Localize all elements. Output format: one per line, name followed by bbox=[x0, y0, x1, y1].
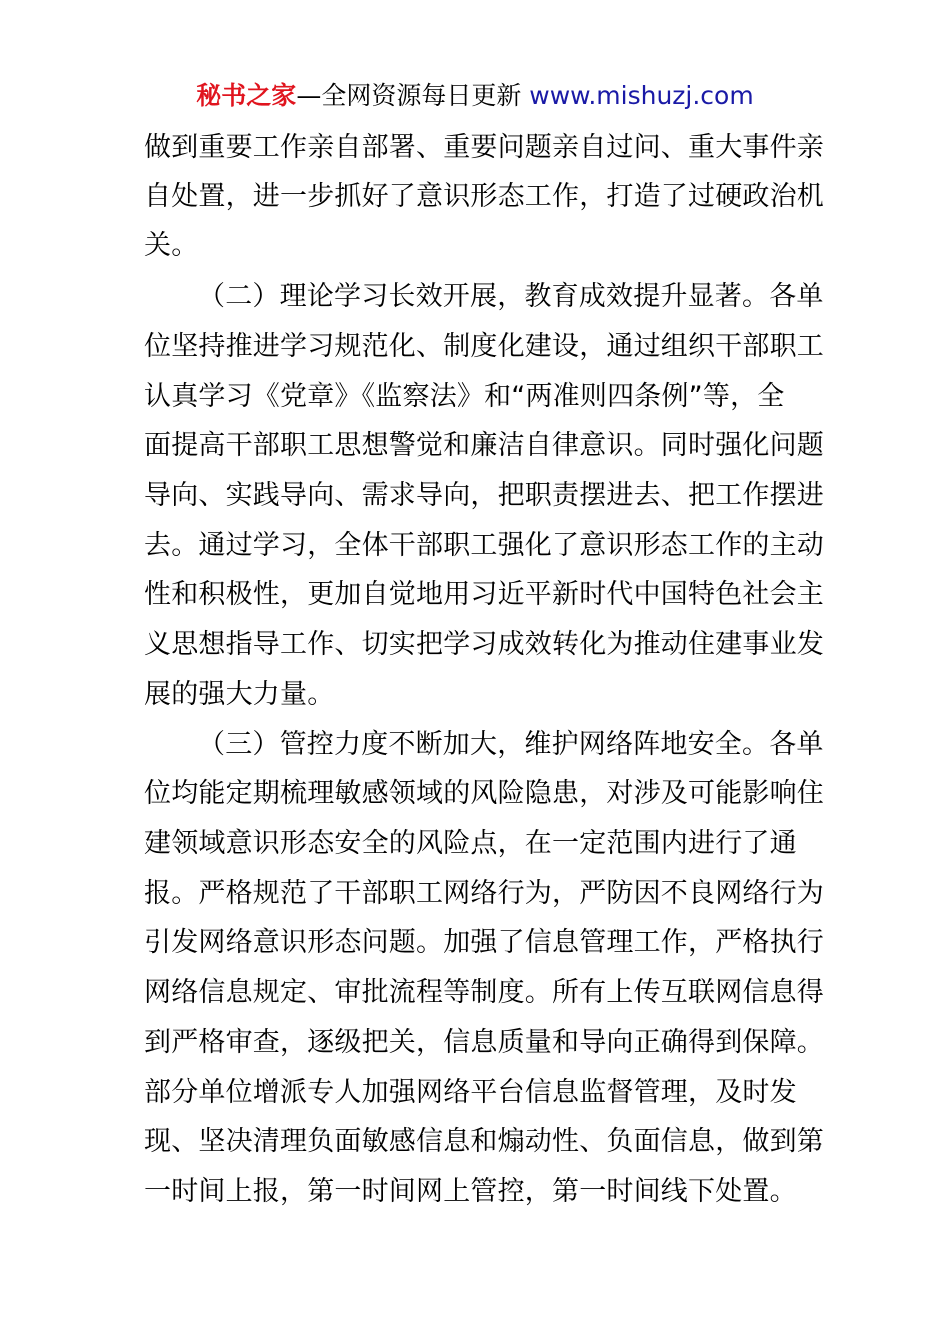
paragraph-line: （三）管控力度不断加大，维护网络阵地安全。各单 bbox=[198, 729, 824, 760]
paragraph-line: 认真学习《党章》《监察法》和“两准则四条例”等，全 bbox=[144, 381, 785, 412]
brand-name: 秘书之家 bbox=[196, 81, 297, 110]
paragraph-line: 位坚持推进学习规范化、制度化建设，通过组织干部职工 bbox=[144, 331, 824, 362]
paragraph-line: 去。通过学习，全体干部职工强化了意识形态工作的主动 bbox=[144, 530, 824, 561]
paragraph-line: 现、坚决清理负面敏感信息和煽动性、负面信息，做到第 bbox=[144, 1126, 824, 1157]
paragraph-line: 自处置，进一步抓好了意识形态工作，打造了过硬政治机 bbox=[144, 181, 824, 212]
paragraph-line: 性和积极性，更加自觉地用习近平新时代中国特色社会主 bbox=[144, 579, 824, 610]
paragraph-line: 关。 bbox=[144, 230, 199, 261]
paragraph-line: 位均能定期梳理敏感领域的风险隐患，对涉及可能影响住 bbox=[144, 778, 824, 809]
paragraph-line: 一时间上报，第一时间网上管控，第一时间线下处置。 bbox=[144, 1176, 797, 1207]
paragraph-line: 到严格审查，逐级把关，信息质量和导向正确得到保障。 bbox=[144, 1027, 824, 1058]
site-url-link[interactable]: www.mishuzj.com bbox=[529, 81, 754, 110]
paragraph-line: 导向、实践导向、需求导向，把职责摆进去、把工作摆进 bbox=[144, 480, 824, 511]
paragraph-line: 部分单位增派专人加强网络平台信息监督管理，及时发 bbox=[144, 1077, 797, 1108]
paragraph-line: 引发网络意识形态问题。加强了信息管理工作，严格执行 bbox=[144, 927, 824, 958]
site-header bbox=[0, 78, 950, 114]
paragraph-line: 面提高干部职工思想警觉和廉洁自律意识。同时强化问题 bbox=[144, 430, 824, 461]
header-tagline: —全网资源每日更新 bbox=[296, 81, 522, 110]
paragraph-line: 报。严格规范了干部职工网络行为，严防因不良网络行为 bbox=[144, 878, 824, 909]
paragraph-line: 义思想指导工作、切实把学习成效转化为推动住建事业发 bbox=[144, 629, 824, 660]
paragraph-line: （二）理论学习长效开展，教育成效提升显著。各单 bbox=[198, 281, 824, 312]
paragraph-line: 网络信息规定、审批流程等制度。所有上传互联网信息得 bbox=[144, 977, 824, 1008]
paragraph-line: 建领域意识形态安全的风险点，在一定范围内进行了通 bbox=[144, 828, 797, 859]
paragraph-line: 展的强大力量。 bbox=[144, 679, 335, 710]
paragraph-line: 做到重要工作亲自部署、重要问题亲自过问、重大事件亲 bbox=[144, 132, 824, 163]
